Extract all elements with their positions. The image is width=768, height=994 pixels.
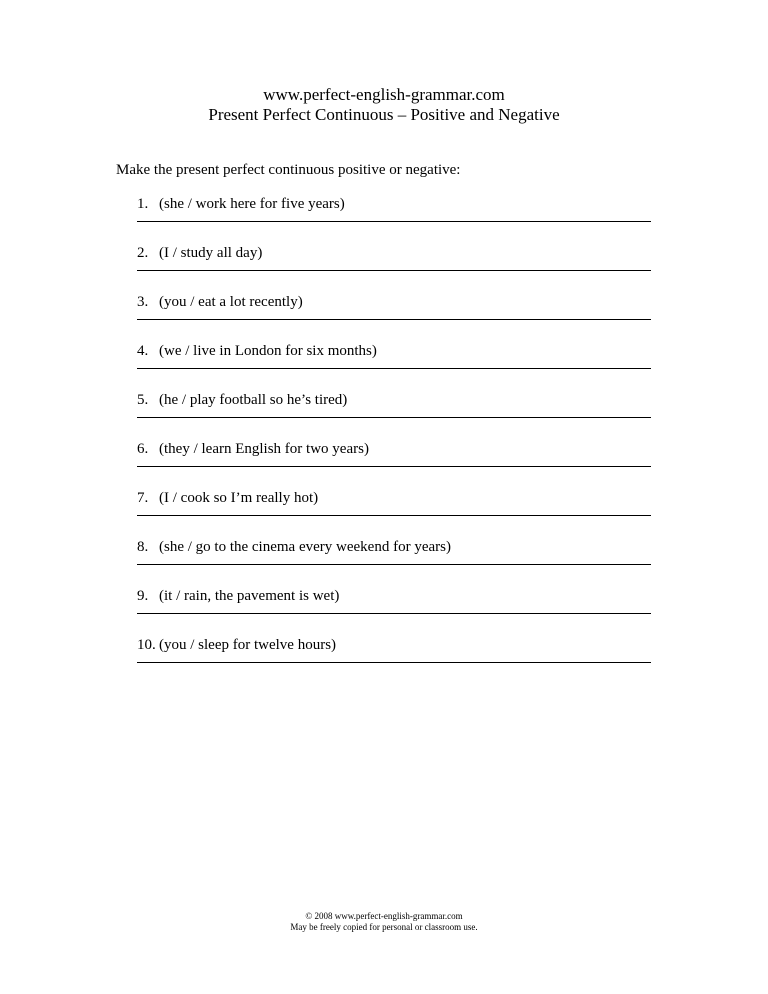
answer-line[interactable] — [137, 466, 651, 467]
answer-line[interactable] — [137, 613, 651, 614]
exercise-item-1 — [137, 195, 651, 244]
exercise-number: 7. — [137, 490, 149, 506]
exercise-number: 6. — [137, 441, 149, 457]
exercise-prompt: (she / go to the cinema every weekend for years) — [159, 539, 451, 555]
exercise-item-10 — [137, 636, 651, 685]
answer-line[interactable] — [137, 515, 651, 516]
worksheet-title: Present Perfect Continuous – Positive and Negative — [208, 105, 560, 124]
exercise-item-7 — [137, 489, 651, 538]
copyright-text: © 2008 www.perfect-english-grammar.com — [305, 911, 463, 921]
exercise-number: 3. — [137, 294, 149, 310]
exercise-number: 9. — [137, 588, 149, 604]
answer-line[interactable] — [137, 417, 651, 418]
exercise-number: 5. — [137, 392, 149, 408]
exercise-prompt: (they / learn English for two years) — [159, 441, 369, 457]
exercise-list — [137, 195, 651, 685]
answer-line[interactable] — [137, 319, 651, 320]
exercise-item-5 — [137, 391, 651, 440]
exercise-item-8 — [137, 538, 651, 587]
exercise-prompt: (it / rain, the pavement is wet) — [159, 588, 340, 604]
answer-line[interactable] — [137, 564, 651, 565]
exercise-number: 1. — [137, 196, 149, 212]
exercise-number: 8. — [137, 539, 149, 555]
website-url: www.perfect-english-grammar.com — [263, 85, 505, 104]
license-text: May be freely copied for personal or classroom use. — [290, 922, 478, 932]
exercise-prompt: (I / study all day) — [159, 245, 263, 261]
exercise-item-6 — [137, 440, 651, 489]
exercise-item-9 — [137, 587, 651, 636]
answer-line[interactable] — [137, 270, 651, 271]
exercise-item-2 — [137, 244, 651, 293]
answer-line[interactable] — [137, 662, 651, 663]
exercise-prompt: (you / sleep for twelve hours) — [159, 637, 337, 653]
exercise-number: 2. — [137, 245, 149, 261]
exercise-prompt: (she / work here for five years) — [159, 196, 345, 212]
worksheet-header — [0, 85, 768, 125]
exercise-prompt: (we / live in London for six months) — [159, 343, 377, 359]
exercise-item-4 — [137, 342, 651, 391]
exercise-prompt: (I / cook so I’m really hot) — [159, 490, 319, 506]
answer-line[interactable] — [137, 368, 651, 369]
answer-line[interactable] — [137, 221, 651, 222]
exercise-prompt: (you / eat a lot recently) — [159, 294, 303, 310]
exercise-item-3 — [137, 293, 651, 342]
exercise-prompt: (he / play football so he’s tired) — [159, 392, 348, 408]
instructions-text: Make the present perfect continuous positive or negative: — [116, 162, 461, 178]
exercise-number: 4. — [137, 343, 149, 359]
worksheet-footer — [0, 911, 768, 933]
exercise-number: 10. — [137, 637, 156, 653]
